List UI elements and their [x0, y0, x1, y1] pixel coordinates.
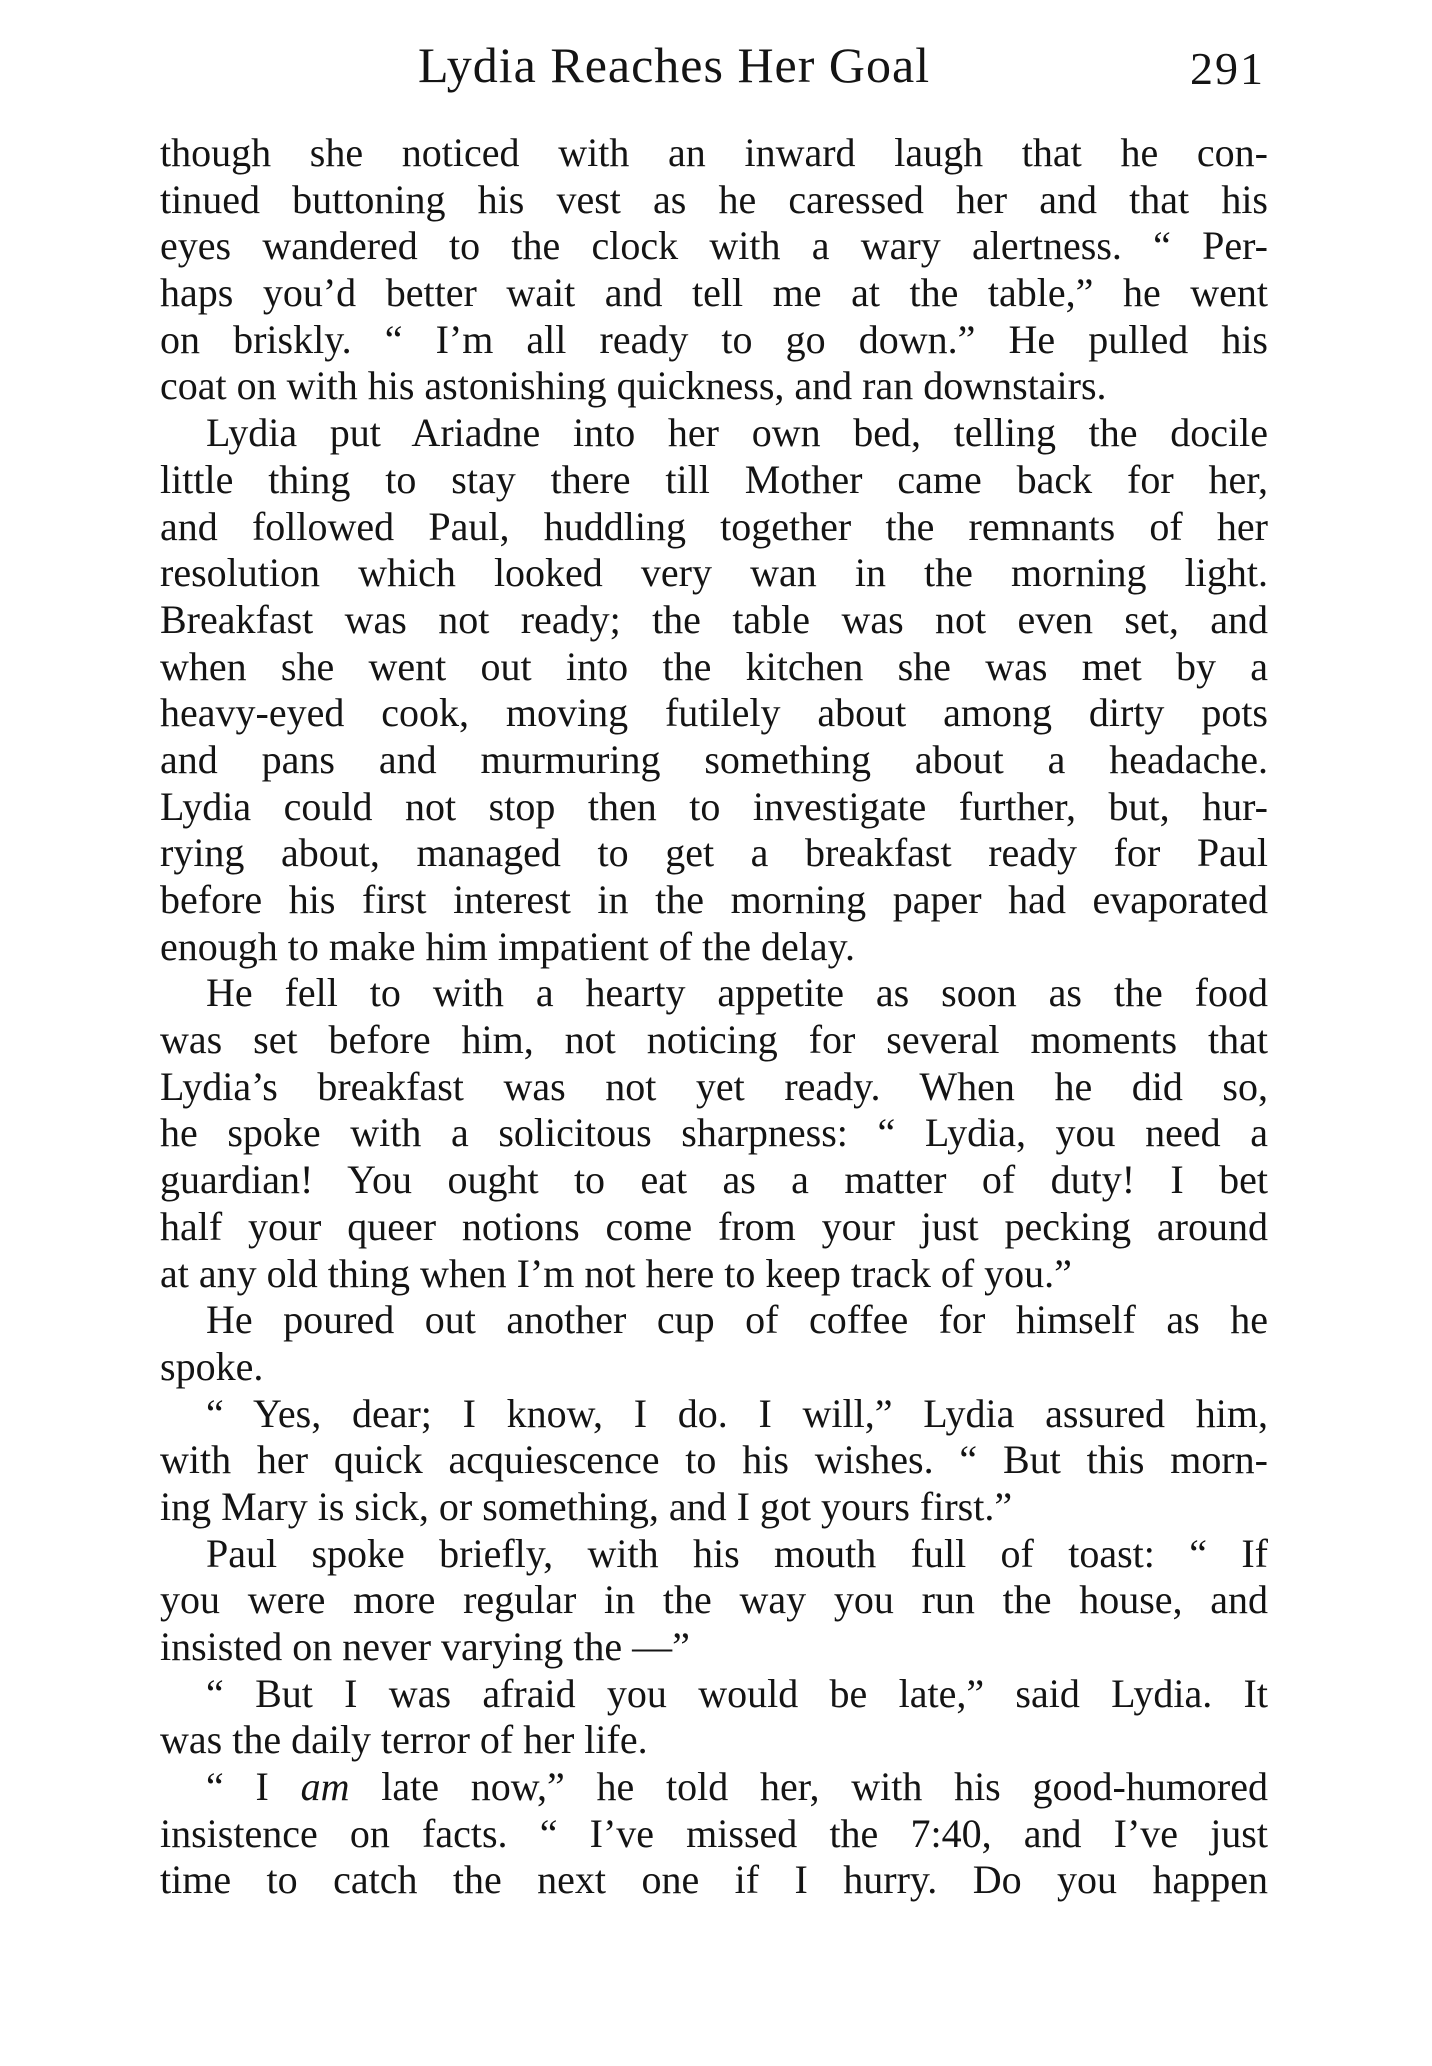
body-text [160, 130, 1268, 1904]
text-line: haps you’d better wait and tell me at the table,” he went [160, 270, 1268, 316]
text-line: spoke. [160, 1343, 264, 1389]
text-line: before his first interest in the morning paper had evaporated [160, 877, 1268, 922]
text-line: heavy-eyed cook, moving futilely about among dirty pots [160, 690, 1268, 736]
page-header [0, 30, 1432, 100]
text-line: Paul spoke briefly, with his mouth full of toast: “ If [206, 1530, 1268, 1576]
text-line: resolution which looked very wan in the morning light. [160, 550, 1268, 596]
text-line: you were more regular in the way you run the house, and [160, 1577, 1268, 1623]
text-line: Lydia put Ariadne into her own bed, telling the docile [206, 410, 1268, 456]
text-line: enough to make him impatient of the delay. [160, 923, 855, 969]
italic-emphasis: am [300, 1764, 350, 1810]
text-line: half your queer notions come from your just pecking around [160, 1203, 1268, 1249]
text-line-part: late now,” he told her, with his good-humored [381, 1764, 1268, 1810]
text-line: rying about, managed to get a breakfast ready for Paul [160, 830, 1268, 876]
text-line: guardian! You ought to eat as a matter of duty! I bet [160, 1157, 1268, 1203]
page-number: 291 [1190, 43, 1265, 94]
text-line: ing Mary is sick, or something, and I got yours first.” [160, 1483, 1013, 1529]
text-line: coat on with his astonishing quickness, and ran downstairs. [160, 363, 1107, 409]
text-line: Lydia could not stop then to investigate further, but, hur- [160, 783, 1268, 829]
text-line: little thing to stay there till Mother came back for her, [160, 456, 1268, 502]
text-line [160, 1764, 1268, 1811]
text-line: and followed Paul, huddling together the remnants of her [160, 503, 1268, 549]
text-line: insistence on facts. “ I’ve missed the 7:40, and I’ve just [160, 1810, 1268, 1856]
text-line: on briskly. “ I’m all ready to go down.” He pulled his [160, 316, 1268, 362]
text-line: “ But I was afraid you would be late,” said Lydia. It [206, 1670, 1268, 1716]
text-line: He poured out another cup of coffee for himself as he [206, 1297, 1268, 1343]
text-line: “ Yes, dear; I know, I do. I will,” Lydia assured him, [206, 1390, 1268, 1436]
text-line: was set before him, not noticing for several moments that [160, 1017, 1268, 1063]
text-line: with her quick acquiescence to his wishes. “ But this morn- [160, 1437, 1268, 1483]
text-line: though she noticed with an inward laugh that he con- [160, 130, 1268, 175]
text-line: He fell to with a hearty appetite as soon as the food [206, 970, 1268, 1016]
text-line: and pans and murmuring something about a headache. [160, 736, 1268, 782]
text-line: eyes wandered to the clock with a wary alertness. “ Per- [160, 223, 1268, 269]
text-line: time to catch the next one if I hurry. Do you happen [160, 1857, 1268, 1903]
text-line: Lydia’s breakfast was not yet ready. When he did so, [160, 1063, 1268, 1109]
text-line: when she went out into the kitchen she was met by a [160, 643, 1268, 689]
text-line: was the daily terror of her life. [160, 1717, 648, 1763]
text-line: at any old thing when I’m not here to keep track of you.” [160, 1250, 1072, 1296]
text-line: tinued buttoning his vest as he caressed her and that his [160, 176, 1268, 222]
text-line: he spoke with a solicitous sharpness: “ Lydia, you need a [160, 1110, 1268, 1156]
text-line: Breakfast was not ready; the table was not even set, and [160, 596, 1268, 642]
running-title: Lydia Reaches Her Goal [418, 37, 931, 93]
text-line: insisted on never varying the —” [160, 1624, 690, 1669]
text-line-part: “ I [206, 1764, 269, 1810]
